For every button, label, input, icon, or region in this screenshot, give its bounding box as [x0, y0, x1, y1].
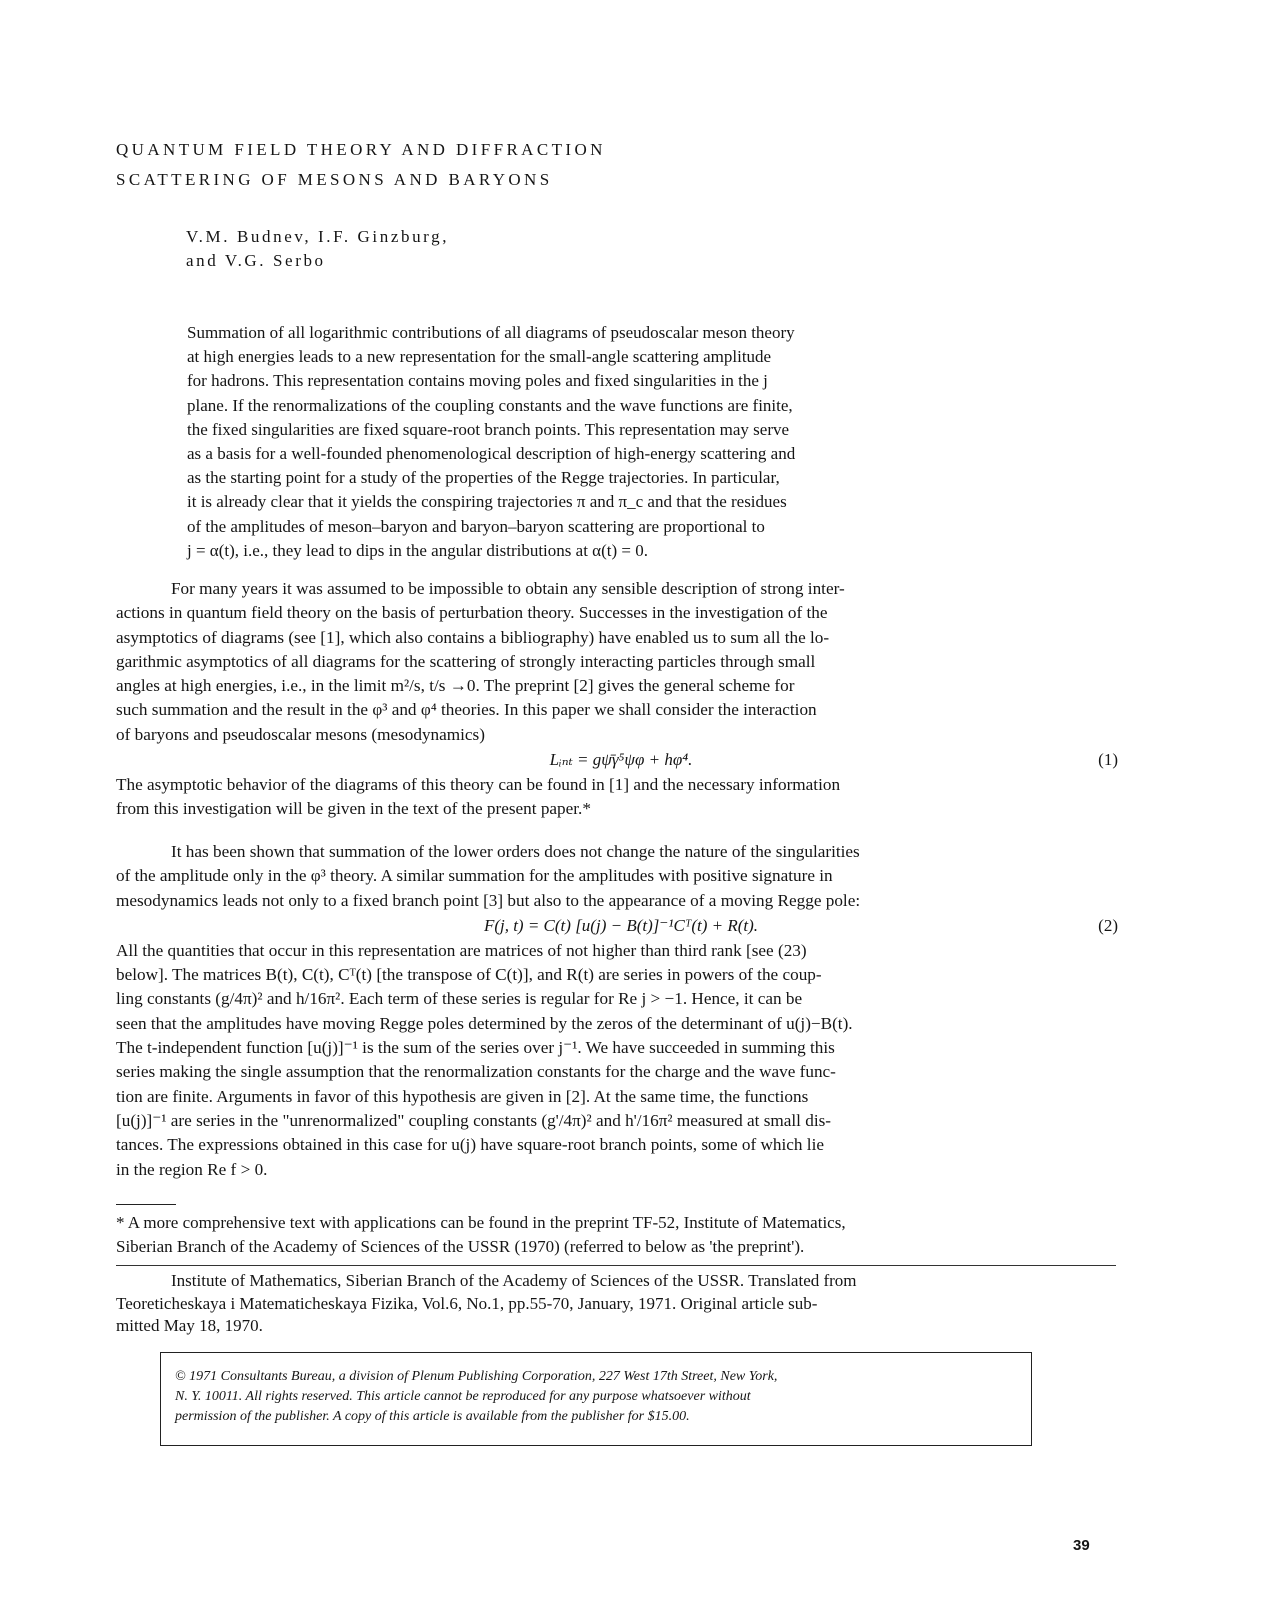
paragraph-line: angles at high energies, i.e., in the limit m²/s, t/s →0. The preprint [2] gives the general scheme for: [116, 676, 795, 696]
body-text-section-2: [116, 840, 1126, 1182]
abstract-line: the fixed singularities are fixed square-root branch points. This representation may serve: [187, 419, 790, 439]
abstract-line: at high energies leads to a new representation for the small-angle scattering amplitude: [187, 347, 772, 367]
authors-line-2: and V.G. Serbo: [186, 251, 326, 270]
paragraph-line: of the amplitude only in the φ³ theory. A similar summation for the amplitudes with positive signature in: [116, 866, 833, 886]
footnote: [116, 1211, 1116, 1259]
paragraph-line: such summation and the result in the φ³ and φ⁴ theories. In this paper we shall consider the interaction: [116, 700, 817, 720]
equation-2-number: (2): [1098, 915, 1118, 935]
equation-1: [116, 747, 1126, 773]
paragraph-line: For many years it was assumed to be impossible to obtain any sensible description of strong inter-: [171, 579, 845, 598]
title-line-1: QUANTUM FIELD THEORY AND DIFFRACTION: [116, 140, 606, 159]
paragraph-line: garithmic asymptotics of all diagrams for the scattering of strongly interacting particles through small: [116, 651, 816, 671]
paragraph-line: series making the single assumption that the renormalization constants for the charge and the wave func-: [116, 1062, 836, 1082]
paper-title: [116, 135, 606, 195]
title-line-2: SCATTERING OF MESONS AND BARYONS: [116, 170, 553, 189]
page-number: 39: [1073, 1537, 1090, 1554]
abstract-line: as a basis for a well-founded phenomenological description of high-energy scattering and: [187, 444, 796, 464]
paragraph-line: in the region Re f > 0.: [116, 1159, 268, 1179]
copyright-line: © 1971 Consultants Bureau, a division of Plenum Publishing Corporation, 227 West 17th Street, New York,: [175, 1369, 778, 1384]
paragraph-line: tances. The expressions obtained in this case for u(j) have square-root branch points, some of which lie: [116, 1135, 824, 1155]
paragraph-line: The asymptotic behavior of the diagrams of this theory can be found in [1] and the necessary information: [116, 775, 841, 795]
abstract-line: it is already clear that it yields the conspiring trajectories π and π_c and that the residues: [187, 492, 787, 512]
paragraph-line: actions in quantum field theory on the basis of perturbation theory. Successes in the investigation of the: [116, 603, 828, 623]
footnote-line: Siberian Branch of the Academy of Sciences of the USSR (1970) (referred to below as 'the preprint').: [116, 1237, 805, 1256]
paragraph-line: It has been shown that summation of the lower orders does not change the nature of the singularities: [171, 842, 860, 861]
institution-line: Institute of Mathematics, Siberian Branch of the Academy of Sciences of the USSR. Translated from: [171, 1271, 857, 1290]
paragraph-line: from this investigation will be given in the text of the present paper.*: [116, 799, 591, 819]
paragraph-line: tion are finite. Arguments in favor of this hypothesis are given in [2]. At the same time, the functions: [116, 1086, 809, 1106]
footnote-line: * A more comprehensive text with applications can be found in the preprint TF-52, Institute of Matematics,: [116, 1213, 846, 1232]
copyright-box: [160, 1352, 1032, 1446]
abstract-line: for hadrons. This representation contains moving poles and fixed singularities in the j: [187, 371, 768, 391]
copyright-line: N. Y. 10011. All rights reserved. This article cannot be reproduced for any purpose whatsoever without: [175, 1389, 751, 1404]
abstract-line: j = α(t), i.e., they lead to dips in the angular distributions at α(t) = 0.: [187, 540, 648, 560]
institution-line: mitted May 18, 1970.: [116, 1316, 263, 1335]
equation-1-number: (1): [1098, 750, 1118, 770]
paragraph-line: of baryons and pseudoscalar mesons (mesodynamics): [116, 724, 485, 744]
paragraph-line: All the quantities that occur in this representation are matrices of not higher than third rank [see (23): [116, 940, 807, 960]
authors-line-1: V.M. Budnev, I.F. Ginzburg,: [186, 227, 450, 246]
footnote-rule: [116, 1204, 176, 1205]
paragraph-line: The t-independent function [u(j)]⁻¹ is the sum of the series over j⁻¹. We have succeeded in summing this: [116, 1038, 835, 1058]
paragraph-line: asymptotics of diagrams (see [1], which also contains a bibliography) have enabled us to sum all the lo-: [116, 627, 830, 647]
abstract-line: of the amplitudes of meson–baryon and baryon–baryon scattering are proportional to: [187, 516, 765, 536]
equation-2-expression: F(j, t) = C(t) [u(j) − B(t)]⁻¹Cᵀ(t) + R(t).: [483, 915, 759, 935]
equation-1-expression: Lᵢₙₜ = gψ̄γ⁵ψφ + hφ⁴.: [549, 750, 693, 770]
institution-note: [116, 1270, 1126, 1338]
paragraph-line: mesodynamics leads not only to a fixed branch point [3] but also to the appearance of a moving Regge pole:: [116, 890, 861, 910]
paragraph-line: ling constants (g/4π)² and h/16π². Each term of these series is regular for Re j > −1. Hence, it can be: [116, 989, 803, 1009]
institution-line: Teoreticheskaya i Matematicheskaya Fizika, Vol.6, No.1, pp.55-70, January, 1971. Original article sub-: [116, 1293, 818, 1313]
paragraph-line: seen that the amplitudes have moving Regge poles determined by the zeros of the determinant of u(j)−B(t).: [116, 1013, 853, 1033]
author-list: [186, 225, 449, 273]
equation-2: [116, 913, 1126, 939]
paragraph-line: below]. The matrices B(t), C(t), Cᵀ(t) [the transpose of C(t)], and R(t) are series in powers of the coup-: [116, 965, 822, 985]
abstract-line: plane. If the renormalizations of the coupling constants and the wave functions are finite,: [187, 395, 793, 415]
body-text-section-1: [116, 577, 1126, 822]
abstract: [187, 321, 1057, 563]
abstract-line: Summation of all logarithmic contributions of all diagrams of pseudoscalar meson theory: [187, 323, 795, 342]
abstract-line: as the starting point for a study of the properties of the Regge trajectories. In particular,: [187, 468, 780, 488]
copyright-line: permission of the publisher. A copy of this article is available from the publisher for $15.00.: [175, 1409, 690, 1424]
paragraph-line: [u(j)]⁻¹ are series in the "unrenormalized" coupling constants (g'/4π)² and h'/16π² measured at small dis-: [116, 1110, 832, 1130]
publication-rule: [116, 1265, 1116, 1266]
